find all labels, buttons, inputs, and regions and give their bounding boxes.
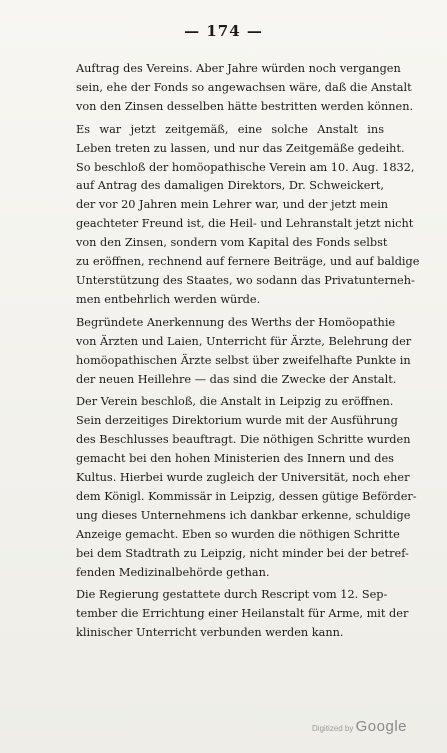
text-line: Es war jetzt zeitgemäß, eine solche Anstalt ins (76, 122, 384, 136)
text-line: Sein derzeitiges Direktorium wurde mit der Ausführung (76, 414, 398, 428)
body-text (76, 60, 420, 643)
text-line: dem Königl. Kommissär in Leipzig, dessen gütige Beförder- (76, 489, 417, 503)
text-line: der neuen Heillehre — das sind die Zwecke der Anstalt. (76, 372, 397, 386)
text-line: Leben treten zu lassen, und nur das Zeitgemäße gedeiht. (76, 141, 405, 155)
text-line: tember die Errichtung einer Heilanstalt für Arme, mit der (76, 607, 409, 621)
text-line: Kultus. Hierbei wurde zugleich der Universität, noch eher (76, 471, 410, 485)
page-number: — 174 — (184, 22, 263, 40)
text-line: men entbehrlich werden würde. (76, 292, 261, 306)
digitized-by-watermark (312, 718, 407, 735)
text-line: zu eröffnen, rechnend auf fernere Beiträge, und auf baldige (76, 255, 420, 269)
text-line: von den Zinsen desselben hätte bestritten werden können. (76, 99, 414, 113)
text-line: Begründete Anerkennung des Werths der Homöopathie (76, 315, 396, 329)
text-line: Unterstützung des Staates, wo sodann das Privatunterneh- (76, 273, 415, 287)
text-line: Auftrag des Vereins. Aber Jahre würden noch vergangen (76, 62, 401, 75)
text-line: Der Verein beschloß, die Anstalt in Leipzig zu eröffnen. (76, 395, 394, 409)
text-line: des Beschlusses beauftragt. Die nöthigen Schritte wurden (76, 433, 411, 447)
text-line: auf Antrag des damaligen Direktors, Dr. Schweickert, (76, 179, 384, 193)
text-line: gemacht bei den hohen Ministerien des Innern und des (76, 452, 394, 466)
text-line: von Ärzten und Laien, Unterricht für Ärzte, Belehrung der (76, 334, 412, 348)
text-line: von den Zinsen, sondern vom Kapital des Fonds selbst (76, 236, 388, 250)
text-line: sein, ehe der Fonds so angewachsen wäre, daß die Anstalt (76, 80, 412, 94)
text-line: der vor 20 Jahren mein Lehrer war, und der jetzt mein (76, 198, 389, 212)
text-line: geachteter Freund ist, die Heil- und Lehranstalt jetzt nicht (76, 217, 414, 231)
text-line: fenden Medizinalbehörde gethan. (76, 565, 270, 579)
text-line: homöopathischen Ärzte selbst über zweifelhafte Punkte in (76, 353, 411, 367)
text-line: So beschloß der homöopathische Verein am 10. Aug. 1832, (76, 160, 415, 174)
text-line: Die Regierung gestattete durch Rescript vom 12. Sep- (76, 588, 388, 602)
text-line: klinischer Unterricht verbunden werden kann. (76, 626, 344, 640)
google-logo: Google (355, 718, 407, 735)
text-line: bei dem Stadtrath zu Leipzig, nicht minder bei der betref- (76, 546, 409, 560)
text-line: Anzeige gemacht. Eben so wurden die nöthigen Schritte (76, 527, 400, 541)
text-line: ung dieses Unternehmens ich dankbar erkenne, schuldige (76, 508, 411, 522)
digitized-by-label: Digitized by (312, 724, 354, 733)
